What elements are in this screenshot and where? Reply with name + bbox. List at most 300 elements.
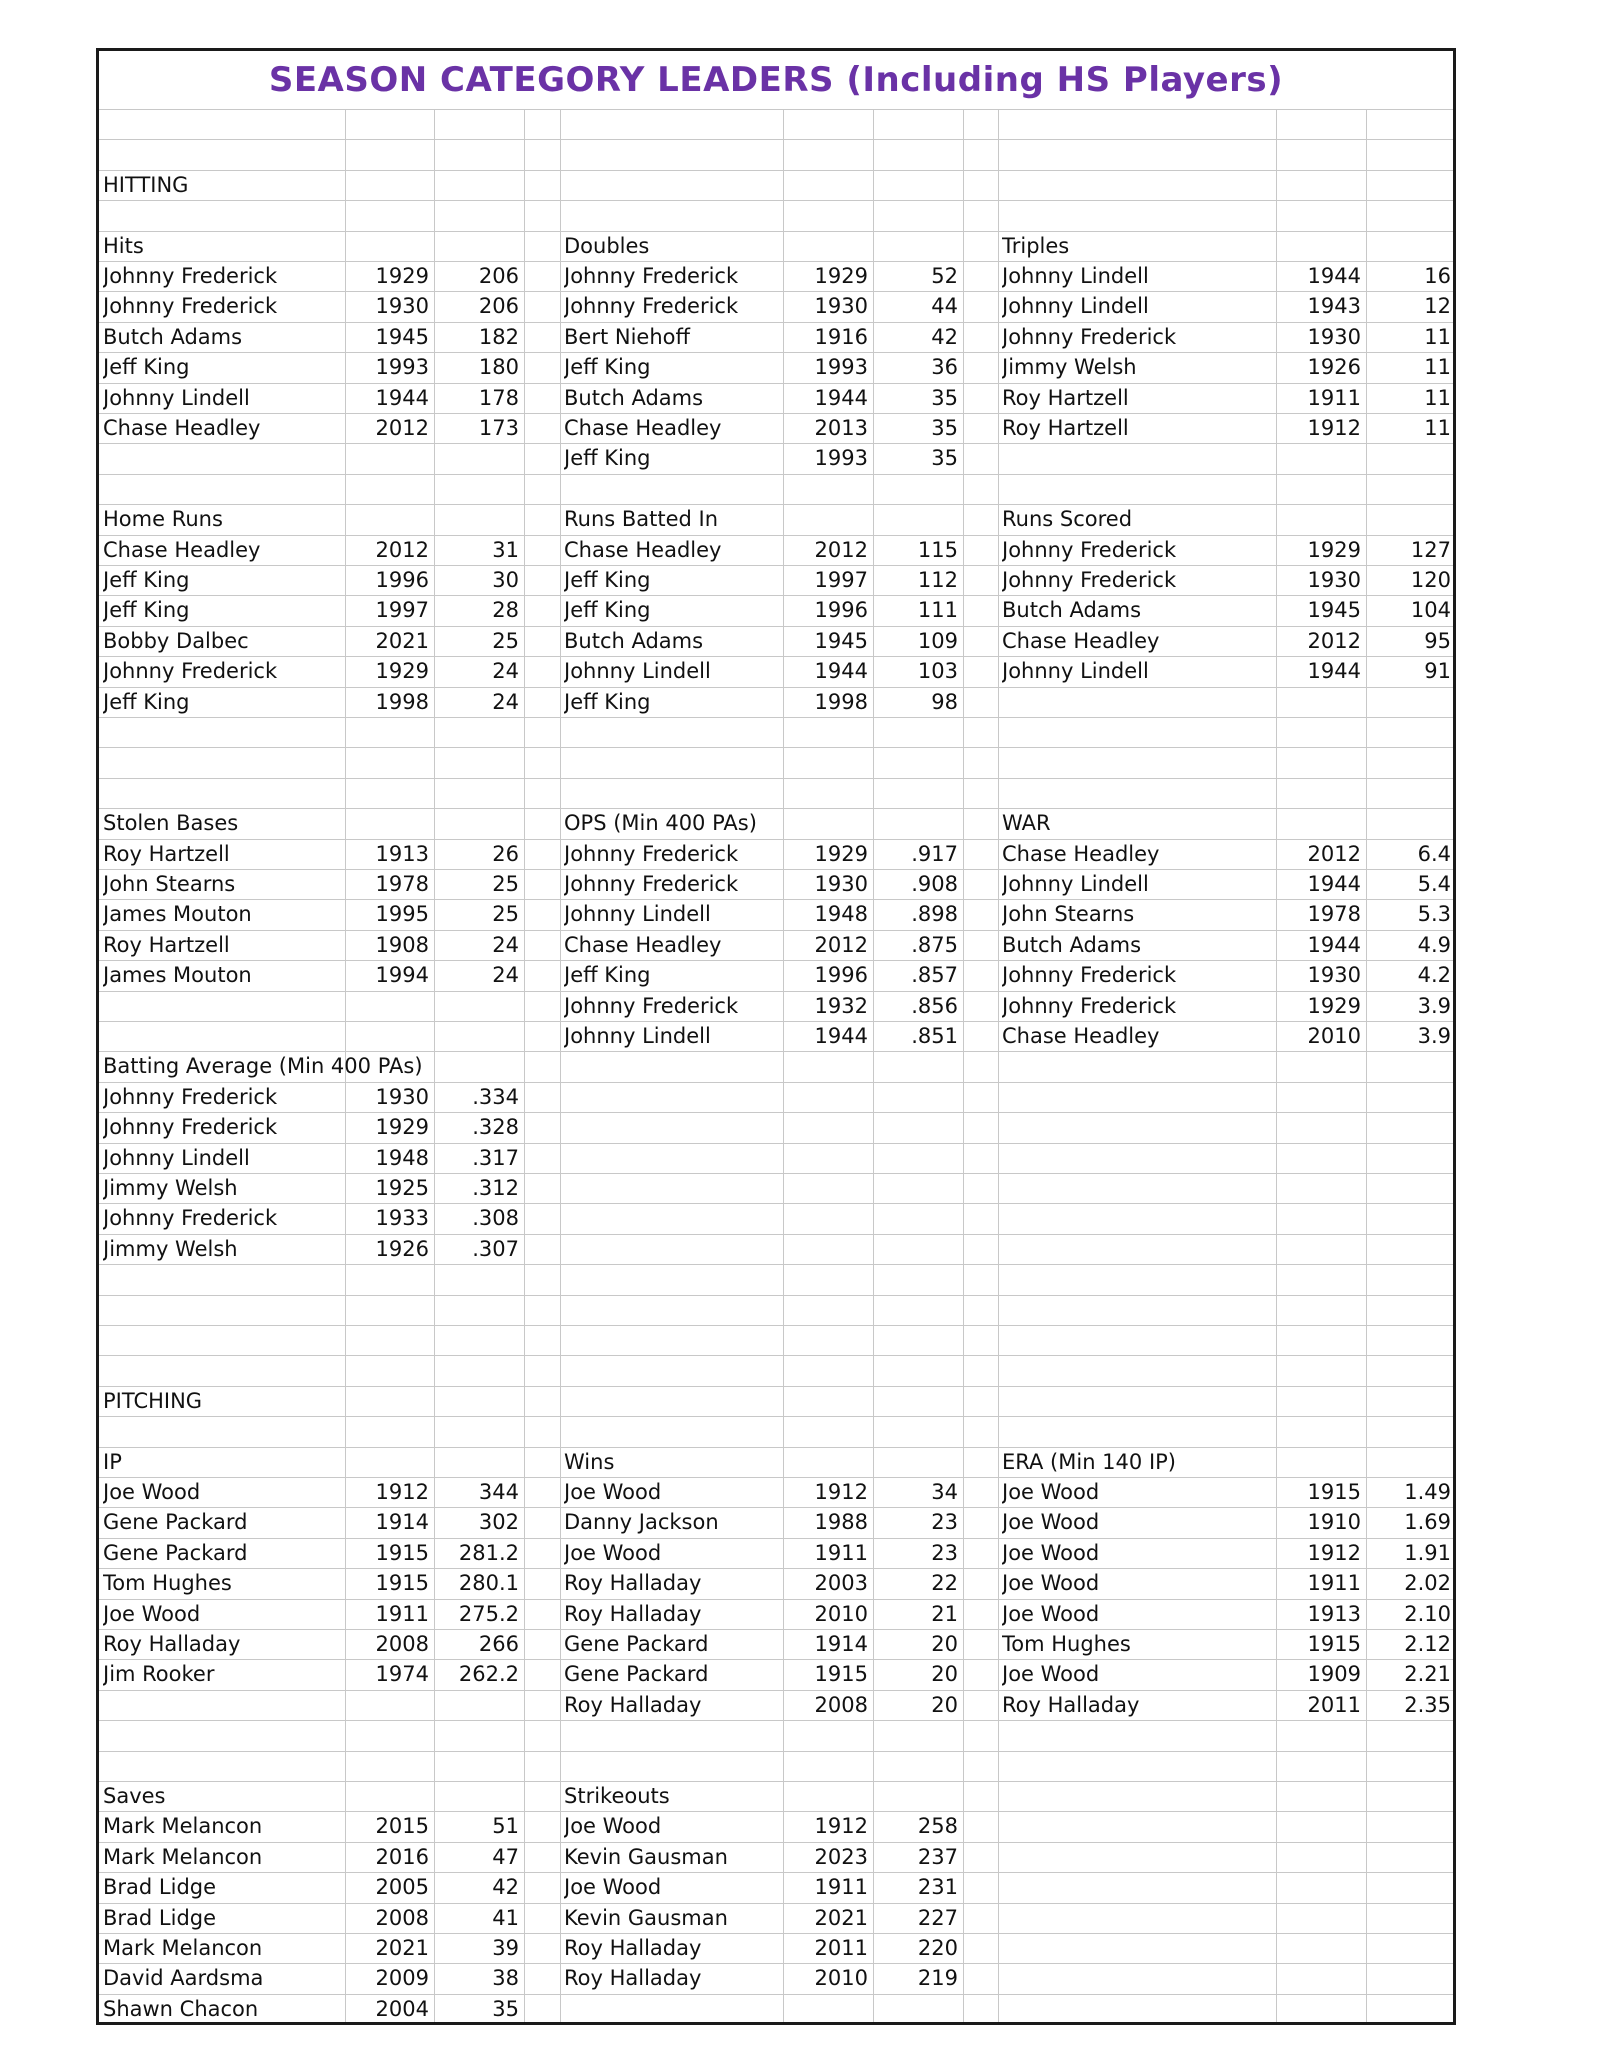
- ip-player-name: Joe Wood: [103, 1480, 201, 1504]
- strikeouts-player-name: Joe Wood: [564, 1875, 662, 1900]
- strikeouts-player-name: Roy Halladay: [564, 1936, 702, 1960]
- cell-grid: [99, 109, 1453, 2025]
- runs-scored-header: Runs Scored: [1002, 507, 1133, 532]
- grid-column-line: [998, 109, 999, 2025]
- grid-column-line: [963, 109, 964, 2025]
- wins-year: 1912: [814, 1480, 868, 1504]
- rbi-player-name: Jeff King: [564, 568, 651, 592]
- ops-year: 1996: [814, 963, 868, 988]
- home-runs-year: 1929: [375, 659, 429, 684]
- saves-year: 2009: [375, 1966, 429, 1991]
- runs-scored-year: 1944: [1307, 659, 1361, 684]
- home-runs-year: 2012: [375, 537, 429, 562]
- batting-average-value: .317: [472, 1145, 519, 1170]
- saves-year: 2008: [375, 1905, 429, 1930]
- strikeouts-value: 220: [917, 1936, 958, 1960]
- ip-year: 1974: [375, 1662, 429, 1687]
- strikeouts-year: 2011: [814, 1936, 868, 1960]
- batting-average-year: 1933: [375, 1206, 429, 1231]
- hits-player-name: Jeff King: [103, 355, 190, 380]
- ip-value: 344: [478, 1480, 519, 1504]
- wins-value: 20: [931, 1692, 958, 1717]
- war-year: 2010: [1307, 1024, 1361, 1048]
- strikeouts-player-name: Roy Halladay: [564, 1966, 702, 1991]
- strikeouts-year: 2021: [814, 1905, 868, 1930]
- home-runs-value: 25: [492, 628, 519, 653]
- triples-player-name: Jimmy Welsh: [1002, 355, 1137, 380]
- wins-player-name: Gene Packard: [564, 1632, 709, 1656]
- ops-player-name: Johnny Lindell: [564, 902, 711, 927]
- wins-year: 1988: [814, 1510, 868, 1535]
- ops-value: .857: [911, 963, 958, 988]
- ip-year: 1915: [375, 1571, 429, 1596]
- home-runs-player-name: Jeff King: [103, 568, 190, 592]
- doubles-player-name: Chase Headley: [564, 416, 722, 440]
- grid-row-line: [99, 747, 1453, 748]
- ops-year: 1948: [814, 902, 868, 927]
- doubles-player-name: Jeff King: [564, 355, 651, 380]
- triples-value: 11: [1424, 416, 1451, 440]
- stolen-bases-header: Stolen Bases: [103, 811, 239, 836]
- wins-year: 1911: [814, 1540, 868, 1565]
- war-player-name: Butch Adams: [1002, 932, 1142, 957]
- ops-player-name: Johnny Frederick: [564, 993, 739, 1018]
- home-runs-value: 24: [492, 659, 519, 684]
- rbi-year: 1945: [814, 628, 868, 653]
- triples-player-name: Roy Hartzell: [1002, 416, 1129, 440]
- wins-header: Wins: [564, 1449, 615, 1474]
- triples-player-name: Johnny Lindell: [1002, 294, 1149, 319]
- wins-year: 2010: [814, 1601, 868, 1626]
- ops-header: OPS (Min 400 PAs): [564, 811, 757, 836]
- ops-year: 2012: [814, 932, 868, 957]
- ip-header: IP: [103, 1449, 122, 1474]
- grid-row-line: [99, 778, 1453, 779]
- saves-value: 35: [492, 1996, 519, 2021]
- batting-average-value: .328: [472, 1115, 519, 1140]
- runs-scored-player-name: Johnny Frederick: [1002, 568, 1177, 592]
- home-runs-player-name: Chase Headley: [103, 537, 261, 562]
- hits-year: 1945: [375, 324, 429, 349]
- ip-player-name: Roy Halladay: [103, 1632, 241, 1656]
- war-player-name: Johnny Frederick: [1002, 963, 1177, 988]
- ops-value: .851: [911, 1024, 958, 1048]
- rbi-player-name: Johnny Lindell: [564, 659, 711, 684]
- batting-average-year: 1929: [375, 1115, 429, 1140]
- era-player-name: Joe Wood: [1002, 1510, 1100, 1535]
- ip-year: 1914: [375, 1510, 429, 1535]
- stolen-bases-year: 1978: [375, 872, 429, 896]
- triples-year: 1944: [1307, 264, 1361, 288]
- doubles-value: 52: [931, 264, 958, 288]
- wins-value: 21: [931, 1601, 958, 1626]
- grid-row-line: [99, 139, 1453, 140]
- ip-player-name: Tom Hughes: [103, 1571, 232, 1596]
- rbi-value: 115: [917, 537, 958, 562]
- wins-player-name: Gene Packard: [564, 1662, 709, 1687]
- doubles-year: 1916: [814, 324, 868, 349]
- grid-row-line: [99, 1416, 1453, 1417]
- stolen-bases-year: 1994: [375, 963, 429, 988]
- doubles-player-name: Johnny Frederick: [564, 264, 739, 288]
- war-year: 2012: [1307, 841, 1361, 866]
- doubles-player-name: Butch Adams: [564, 385, 704, 410]
- era-player-name: Roy Halladay: [1002, 1692, 1140, 1717]
- wins-player-name: Roy Halladay: [564, 1601, 702, 1626]
- home-runs-year: 2021: [375, 628, 429, 653]
- hits-player-name: Butch Adams: [103, 324, 243, 349]
- doubles-value: 36: [931, 355, 958, 380]
- runs-scored-year: 2012: [1307, 628, 1361, 653]
- rbi-year: 2012: [814, 537, 868, 562]
- saves-player-name: Mark Melancon: [103, 1936, 263, 1960]
- war-player-name: Johnny Frederick: [1002, 993, 1177, 1018]
- runs-scored-value: 104: [1410, 598, 1451, 623]
- stolen-bases-year: 1913: [375, 841, 429, 866]
- home-runs-value: 28: [492, 598, 519, 623]
- rbi-year: 1944: [814, 659, 868, 684]
- rbi-year: 1997: [814, 568, 868, 592]
- ip-value: 302: [478, 1510, 519, 1535]
- home-runs-player-name: Jeff King: [103, 689, 190, 714]
- war-value: 5.3: [1417, 902, 1451, 927]
- triples-header: Triples: [1002, 233, 1070, 258]
- hits-year: 1944: [375, 385, 429, 410]
- stolen-bases-value: 25: [492, 902, 519, 927]
- triples-year: 1926: [1307, 355, 1361, 380]
- era-value: 2.21: [1404, 1662, 1451, 1687]
- strikeouts-value: 227: [917, 1905, 958, 1930]
- rbi-value: 111: [917, 598, 958, 623]
- ip-player-name: Joe Wood: [103, 1601, 201, 1626]
- ops-year: 1930: [814, 872, 868, 896]
- home-runs-value: 24: [492, 689, 519, 714]
- saves-header: Saves: [103, 1784, 166, 1808]
- grid-row-line: [99, 1720, 1453, 1721]
- era-header: ERA (Min 140 IP): [1002, 1449, 1176, 1474]
- saves-value: 41: [492, 1905, 519, 1930]
- grid-row-line: [99, 1295, 1453, 1296]
- doubles-year: 1929: [814, 264, 868, 288]
- grid-row-line: [99, 1325, 1453, 1326]
- grid-row-line: [99, 2024, 1453, 2025]
- wins-player-name: Joe Wood: [564, 1540, 662, 1565]
- batting-average-player-name: Johnny Lindell: [103, 1145, 250, 1170]
- hits-value: 206: [478, 294, 519, 319]
- doubles-year: 1993: [814, 446, 868, 471]
- rbi-player-name: Jeff King: [564, 598, 651, 623]
- era-player-name: Joe Wood: [1002, 1480, 1100, 1504]
- triples-value: 12: [1424, 294, 1451, 319]
- batting-average-player-name: Johnny Frederick: [103, 1084, 278, 1109]
- ip-player-name: Gene Packard: [103, 1540, 248, 1565]
- grid-row-line: [99, 1264, 1453, 1265]
- ip-value: 262.2: [458, 1662, 519, 1687]
- hits-year: 1993: [375, 355, 429, 380]
- saves-player-name: David Aardsma: [103, 1966, 264, 1991]
- wins-year: 1915: [814, 1662, 868, 1687]
- doubles-value: 35: [931, 416, 958, 440]
- hits-player-name: Johnny Lindell: [103, 385, 250, 410]
- saves-year: 2016: [375, 1844, 429, 1869]
- ops-year: 1944: [814, 1024, 868, 1048]
- wins-player-name: Roy Halladay: [564, 1692, 702, 1717]
- war-value: 4.2: [1417, 963, 1451, 988]
- home-runs-player-name: Bobby Dalbec: [103, 628, 249, 653]
- triples-player-name: Johnny Lindell: [1002, 264, 1149, 288]
- saves-value: 47: [492, 1844, 519, 1869]
- era-year: 1911: [1307, 1571, 1361, 1596]
- home-runs-year: 1996: [375, 568, 429, 592]
- batting-average-player-name: Johnny Frederick: [103, 1115, 278, 1140]
- triples-year: 1943: [1307, 294, 1361, 319]
- stolen-bases-player-name: Roy Hartzell: [103, 932, 230, 957]
- batting-average-header: Batting Average (Min 400 PAs): [103, 1054, 423, 1079]
- era-player-name: Joe Wood: [1002, 1601, 1100, 1626]
- saves-value: 39: [492, 1936, 519, 1960]
- batting-average-value: .334: [472, 1084, 519, 1109]
- grid-row-line: [99, 717, 1453, 718]
- ops-year: 1929: [814, 841, 868, 866]
- ops-value: .908: [911, 872, 958, 896]
- runs-scored-player-name: Johnny Frederick: [1002, 537, 1177, 562]
- strikeouts-player-name: Kevin Gausman: [564, 1905, 728, 1930]
- era-value: 1.91: [1404, 1540, 1451, 1565]
- strikeouts-year: 2023: [814, 1844, 868, 1869]
- runs-scored-value: 127: [1410, 537, 1451, 562]
- ip-year: 1911: [375, 1601, 429, 1626]
- batting-average-year: 1930: [375, 1084, 429, 1109]
- saves-player-name: Brad Lidge: [103, 1905, 217, 1930]
- grid-row-line: [99, 474, 1453, 475]
- war-player-name: Chase Headley: [1002, 841, 1160, 866]
- batting-average-player-name: Johnny Frederick: [103, 1206, 278, 1231]
- doubles-header: Doubles: [564, 233, 650, 258]
- rbi-year: 1996: [814, 598, 868, 623]
- saves-player-name: Mark Melancon: [103, 1814, 263, 1839]
- pitching-label: PITCHING: [103, 1388, 203, 1413]
- stolen-bases-value: 24: [492, 932, 519, 957]
- stolen-bases-player-name: James Mouton: [103, 902, 252, 927]
- stolen-bases-year: 1908: [375, 932, 429, 957]
- hits-value: 178: [478, 385, 519, 410]
- home-runs-player-name: Johnny Frederick: [103, 659, 278, 684]
- home-runs-year: 1997: [375, 598, 429, 623]
- era-year: 1915: [1307, 1480, 1361, 1504]
- rbi-year: 1998: [814, 689, 868, 714]
- ops-value: .875: [911, 932, 958, 957]
- spreadsheet-page: [96, 48, 1456, 2025]
- wins-year: 2008: [814, 1692, 868, 1717]
- war-year: 1944: [1307, 872, 1361, 896]
- page-title: SEASON CATEGORY LEADERS (Including HS Players): [268, 60, 1284, 100]
- grid-row-line: [99, 1355, 1453, 1356]
- triples-value: 11: [1424, 324, 1451, 349]
- doubles-player-name: Johnny Frederick: [564, 294, 739, 319]
- triples-value: 11: [1424, 355, 1451, 380]
- batting-average-value: .312: [472, 1176, 519, 1200]
- runs-scored-year: 1930: [1307, 568, 1361, 592]
- batting-average-year: 1926: [375, 1236, 429, 1261]
- ip-value: 266: [478, 1632, 519, 1656]
- war-value: 5.4: [1417, 872, 1451, 896]
- stolen-bases-player-name: John Stearns: [103, 872, 236, 896]
- rbi-value: 98: [931, 689, 958, 714]
- war-year: 1944: [1307, 932, 1361, 957]
- wins-player-name: Danny Jackson: [564, 1510, 719, 1535]
- war-value: 3.9: [1417, 993, 1451, 1018]
- wins-value: 20: [931, 1662, 958, 1687]
- runs-scored-year: 1929: [1307, 537, 1361, 562]
- era-year: 1912: [1307, 1540, 1361, 1565]
- triples-player-name: Roy Hartzell: [1002, 385, 1129, 410]
- saves-player-name: Brad Lidge: [103, 1875, 217, 1900]
- saves-value: 38: [492, 1966, 519, 1991]
- saves-player-name: Mark Melancon: [103, 1844, 263, 1869]
- grid-row-line: [99, 1751, 1453, 1752]
- triples-year: 1912: [1307, 416, 1361, 440]
- wins-value: 22: [931, 1571, 958, 1596]
- wins-value: 20: [931, 1632, 958, 1656]
- wins-year: 1914: [814, 1632, 868, 1656]
- ip-player-name: Jim Rooker: [103, 1662, 215, 1687]
- triples-year: 1911: [1307, 385, 1361, 410]
- triples-year: 1930: [1307, 324, 1361, 349]
- ops-player-name: Johnny Lindell: [564, 1024, 711, 1048]
- doubles-player-name: Bert Niehoff: [564, 324, 690, 349]
- era-value: 2.12: [1404, 1632, 1451, 1656]
- era-player-name: Joe Wood: [1002, 1571, 1100, 1596]
- era-player-name: Joe Wood: [1002, 1540, 1100, 1565]
- strikeouts-value: 258: [917, 1814, 958, 1839]
- war-player-name: Johnny Lindell: [1002, 872, 1149, 896]
- era-player-name: Joe Wood: [1002, 1662, 1100, 1687]
- batting-average-year: 1948: [375, 1145, 429, 1170]
- ops-value: .917: [911, 841, 958, 866]
- era-value: 2.10: [1404, 1601, 1451, 1626]
- era-year: 1913: [1307, 1601, 1361, 1626]
- era-year: 1909: [1307, 1662, 1361, 1687]
- doubles-year: 1930: [814, 294, 868, 319]
- strikeouts-value: 231: [917, 1875, 958, 1900]
- home-runs-value: 30: [492, 568, 519, 592]
- war-year: 1978: [1307, 902, 1361, 927]
- doubles-year: 2013: [814, 416, 868, 440]
- doubles-year: 1944: [814, 385, 868, 410]
- strikeouts-player-name: Joe Wood: [564, 1814, 662, 1839]
- runs-scored-player-name: Johnny Lindell: [1002, 659, 1149, 684]
- hits-year: 2012: [375, 416, 429, 440]
- home-runs-header: Home Runs: [103, 507, 223, 532]
- doubles-year: 1993: [814, 355, 868, 380]
- ops-player-name: Johnny Frederick: [564, 841, 739, 866]
- hits-header: Hits: [103, 233, 144, 258]
- strikeouts-year: 1912: [814, 1814, 868, 1839]
- ops-value: .856: [911, 993, 958, 1018]
- saves-year: 2005: [375, 1875, 429, 1900]
- saves-player-name: Shawn Chacon: [103, 1996, 259, 2021]
- runs-scored-value: 120: [1410, 568, 1451, 592]
- grid-column-line: [560, 109, 561, 2025]
- stolen-bases-year: 1995: [375, 902, 429, 927]
- saves-year: 2015: [375, 1814, 429, 1839]
- grid-row-line: [99, 200, 1453, 201]
- hits-value: 180: [478, 355, 519, 380]
- ops-player-name: Chase Headley: [564, 932, 722, 957]
- hits-player-name: Johnny Frederick: [103, 294, 278, 319]
- war-year: 1929: [1307, 993, 1361, 1018]
- stolen-bases-value: 26: [492, 841, 519, 866]
- batting-average-value: .308: [472, 1206, 519, 1231]
- runs-scored-value: 95: [1424, 628, 1451, 653]
- ip-value: 281.2: [458, 1540, 519, 1565]
- runs-scored-value: 91: [1424, 659, 1451, 684]
- runs-scored-player-name: Chase Headley: [1002, 628, 1160, 653]
- home-runs-value: 31: [492, 537, 519, 562]
- doubles-value: 35: [931, 446, 958, 471]
- ip-year: 2008: [375, 1632, 429, 1656]
- ops-year: 1932: [814, 993, 868, 1018]
- wins-value: 34: [931, 1480, 958, 1504]
- doubles-value: 42: [931, 324, 958, 349]
- runs-scored-year: 1945: [1307, 598, 1361, 623]
- triples-value: 11: [1424, 385, 1451, 410]
- batting-average-value: .307: [472, 1236, 519, 1261]
- wins-player-name: Roy Halladay: [564, 1571, 702, 1596]
- ip-value: 280.1: [458, 1571, 519, 1596]
- hits-player-name: Chase Headley: [103, 416, 261, 440]
- hits-player-name: Johnny Frederick: [103, 264, 278, 288]
- doubles-value: 44: [931, 294, 958, 319]
- stolen-bases-value: 24: [492, 963, 519, 988]
- hits-value: 206: [478, 264, 519, 288]
- strikeouts-value: 219: [917, 1966, 958, 1991]
- batting-average-player-name: Jimmy Welsh: [103, 1236, 238, 1261]
- era-value: 2.35: [1404, 1692, 1451, 1717]
- rbi-value: 109: [917, 628, 958, 653]
- doubles-player-name: Jeff King: [564, 446, 651, 471]
- era-player-name: Tom Hughes: [1002, 1632, 1131, 1656]
- triples-player-name: Johnny Frederick: [1002, 324, 1177, 349]
- stolen-bases-value: 25: [492, 872, 519, 896]
- war-value: 3.9: [1417, 1024, 1451, 1048]
- wins-value: 23: [931, 1510, 958, 1535]
- grid-row-line: [99, 109, 1453, 110]
- ops-player-name: Jeff King: [564, 963, 651, 988]
- rbi-value: 103: [917, 659, 958, 684]
- stolen-bases-player-name: James Mouton: [103, 963, 252, 988]
- ip-player-name: Gene Packard: [103, 1510, 248, 1535]
- grid-column-line: [1276, 109, 1277, 2025]
- era-value: 2.02: [1404, 1571, 1451, 1596]
- wins-player-name: Joe Wood: [564, 1480, 662, 1504]
- war-value: 6.4: [1417, 841, 1451, 866]
- triples-value: 16: [1424, 264, 1451, 288]
- ip-value: 275.2: [458, 1601, 519, 1626]
- wins-year: 2003: [814, 1571, 868, 1596]
- doubles-value: 35: [931, 385, 958, 410]
- era-year: 1910: [1307, 1510, 1361, 1535]
- hits-year: 1929: [375, 264, 429, 288]
- hits-value: 182: [478, 324, 519, 349]
- rbi-player-name: Jeff King: [564, 689, 651, 714]
- strikeouts-player-name: Kevin Gausman: [564, 1844, 728, 1869]
- war-header: WAR: [1002, 811, 1051, 836]
- war-player-name: John Stearns: [1002, 902, 1135, 927]
- ops-value: .898: [911, 902, 958, 927]
- era-value: 1.69: [1404, 1510, 1451, 1535]
- home-runs-year: 1998: [375, 689, 429, 714]
